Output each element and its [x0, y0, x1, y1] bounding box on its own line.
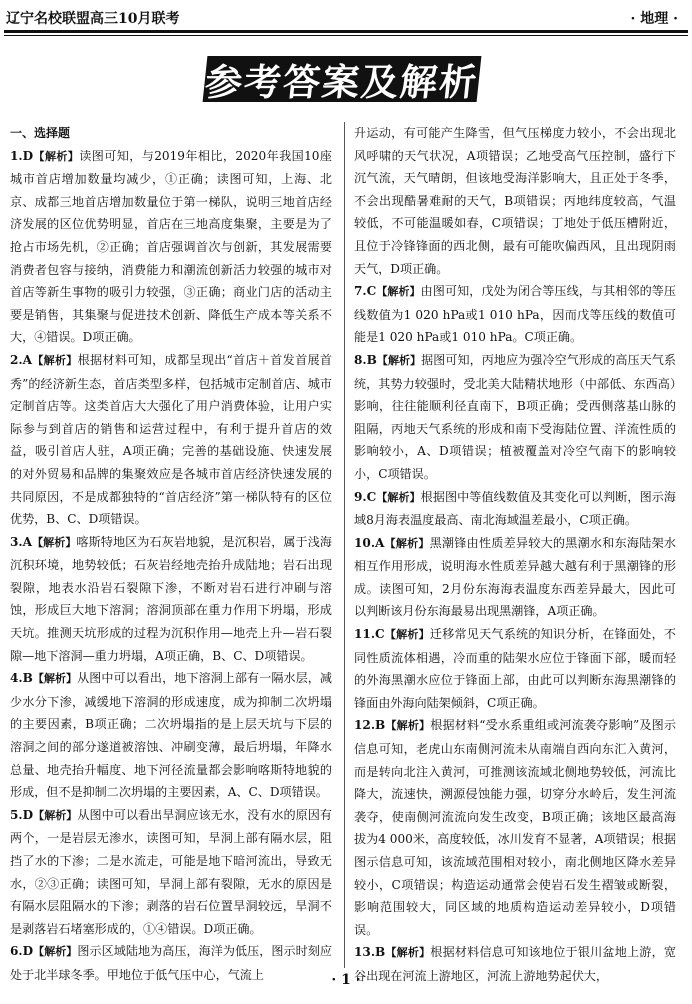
analysis-tag: 【解析】 — [385, 946, 431, 960]
analysis-tag: 【解析】 — [33, 945, 78, 959]
answer-text: 据图可知，丙地应为强冷空气形成的高压天气系统，其势力较强时，受北美大陆精状地形（中部低、东西高）影响，往往能顺利径直南下，B项正确；受西侧落基山脉的阻隔，丙地天气系统的形成和南下受海陆位置、洋流性质的影响较小，A、D项错误；植被覆盖对冷空气南下的影响较小，C项错误。 — [354, 352, 676, 481]
answer-item — [10, 531, 332, 668]
answer-text: 图示区域陆地为高压，海洋为低压，图示时刻应处于北半球冬季。甲地位于低气压中心，气流上 — [10, 944, 332, 982]
header-rule-thin — [4, 35, 688, 36]
analysis-tag: 【解析】 — [384, 628, 430, 642]
analysis-tag: 【解析】 — [376, 490, 421, 504]
question-number: 3.A — [10, 534, 33, 549]
answer-text: 根据材料信息可知该地位于银川盆地上游，宽谷出现在河流上游地区，河流上游地势起伏大， — [354, 945, 676, 983]
answer-text: 根据材料可知，成都呈现出“首店＋首发首展首秀”的经济新生态，首店类型多样，包括城市定制首店、城市定制首店等。这类首店大大强化了用户消费体验，让用户实际参与到首店的销售和运营过程中，有利于提升首店的效益，吸引首店人驻，A项正确；完善的基础设施、快速发展的对外贸易和品牌的集聚效应是各城市首店经济快速发展的共同原因，不是成都独特的“首店经济”第一梯队特有的区位优势，B、C、D项错误。 — [10, 352, 333, 527]
question-number: 12.B — [354, 718, 386, 733]
answer-text: 迁移常见天气系统的知识分析，在锋面处，不同性质流体相遇，冷而重的陆架水应位于锋面下部，暖而轻的外海黑潮水应位于锋面上部，由此可以判断东海黑潮锋的锋面由外海向陆架倾斜，C项正确。 — [354, 627, 676, 710]
question-number: 10.A — [354, 535, 385, 550]
column-divider — [344, 122, 345, 968]
question-number: 13.B — [354, 945, 386, 960]
question-number: 4.B — [10, 671, 33, 686]
header-rule-thick — [4, 30, 688, 33]
answer-item — [10, 349, 332, 531]
analysis-tag: 【解析】 — [33, 149, 80, 163]
analysis-tag: 【解析】 — [376, 353, 422, 367]
answer-item — [10, 804, 332, 941]
section-title: 一、选择题 — [10, 126, 71, 140]
answer-item — [354, 532, 676, 623]
answer-text: 升运动，有可能产生降雪，但气压梯度力较小，不会出现北风呼啸的天气状况，A项错误；乙地受高气压控制，盛行下沉气流，天气晴朗，但该地受海洋影响大，且正处于冬季，不会出现酷暑难耐的天气，B项错误；丙地纬度较高，气温较低，不可能温暖如春，C项错误；丁地处于低压槽附近，且位于冷锋锋面的西北侧，最有可能吹偏西风，且出现阴雨天气，D项正确。 — [354, 126, 676, 276]
analysis-tag: 【解析】 — [385, 719, 431, 733]
question-number: 1.D — [10, 148, 34, 163]
analysis-tag: 【解析】 — [384, 536, 430, 550]
answer-text: 根据材料“受水系重组或河流袭夺影响”及图示信息可知，老虎山东南侧河流未从南端自西向东汇入黄河，而是转向北注入黄河，可推测该流域北侧地势较低，河流比降大，流速快，溯源侵蚀能力强，切穿分水岭后，发生河流袭夺，使南侧河流流向发生改变，B项正确；该地区最高海拔为4 000米，高度较低，冰川发育不显著，A项错误；根据图示信息可知，该流域范围相对较小，南北侧地区降水差异较小，C项错误；构造运动通常会使岩石发生褶皱或断裂，影响范围较大，同区域的地质构造运动差异较小，D项错误。 — [354, 718, 676, 937]
analysis-tag: 【解析】 — [32, 535, 77, 549]
answer-item — [354, 349, 676, 486]
question-number: 2.A — [10, 352, 33, 367]
answer-text: 喀斯特地区为石灰岩地貌，是沉积岩，属于浅海沉积环境，地势较低；石灰岩经地壳抬升成陆地；岩石出现裂隙，地表水沿岩石裂隙下渗，不断对岩石进行冲刷与溶蚀，形成巨大地下溶洞；溶洞顶部在重力作用下坍塌，形成天坑。推测天坑形成的过程为沉积作用—地壳上升—岩石裂隙—地下溶洞—重力坍塌，A项正确，B、C、D项错误。 — [10, 534, 332, 663]
answer-item — [10, 145, 332, 349]
analysis-tag: 【解析】 — [32, 672, 78, 686]
answer-text: 读图可知，与2019年相比，2020年我国10座城市首店增加数量均减少，①正确；读图可知，上海、北京、成都三地首店增加数量位于第一梯队，说明三地首店经济发展的区位优势明显，首店在三地高度集聚，主要是为了抢占市场先机，②正确；首店强调首次与创新，其发展需要消费者包容与接纳，消费能力和潮流创新活力较强的城市对首店等新生事物的吸引力较强，③正确；商业门店的活动主要是销售，其集聚与促进技术创新、降低生产成本等关系不大，④错误。D项正确。 — [10, 148, 333, 345]
analysis-tag: 【解析】 — [376, 285, 421, 299]
question-number: 9.C — [354, 489, 377, 504]
answer-text: 由图可知，戊处为闭合等压线，与其相邻的等压线数值为1 020 hPa或1 010 hPa，因而戊等压线的数值可能是1 020 hPa或1 010 hPa。C项正确。 — [354, 284, 676, 345]
right-column — [354, 122, 676, 983]
question-number: 7.C — [354, 284, 377, 299]
analysis-tag: 【解析】 — [32, 353, 78, 367]
answer-item — [10, 667, 332, 804]
answer-text: 根据图中等值线数值及其变化可以判断，图示海域8月海表温度最高、南北海域温差最小，C项正确。 — [354, 489, 676, 528]
question-number: 8.B — [354, 352, 377, 367]
answer-item — [354, 714, 676, 941]
answer-item — [354, 623, 676, 714]
left-column — [10, 122, 333, 982]
answer-text: 从图中可以看出，地下溶洞上部有一隔水层，减少水分下渗，减缓地下溶洞的形成速度，成为抑制二次坍塌的主要因素，B项正确；二次坍塌指的是上层天坑与下层的溶洞之间的部分遂道被溶蚀、冲刷变薄，最后坍塌，年降水总量、地壳抬升幅度、地下河径流量都会影响喀斯特地貌的形成，但不是抑制二次坍塌的主要因素，A、C、D项错误。 — [10, 671, 332, 800]
analysis-tag: 【解析】 — [33, 808, 78, 822]
subject-label: · 地理 · — [630, 11, 678, 27]
question-number: 11.C — [354, 627, 385, 642]
answer-item — [354, 280, 676, 349]
answer-text: 从图中可以看出旱洞应该无水，没有水的原因有两个，一是岩层无渗水，读图可知，旱洞上部有隔水层，阻挡了水的下渗；二是水流走，可能是地下暗河流出，导致无水，②③正确；读图可知，旱洞上部有裂隙，无水的原因是有隔水层阻隔水的下渗；剥落的岩石位置旱洞较远，旱洞不是剥落岩石堵塞形成的，①④错误。D项正确。 — [10, 807, 332, 936]
answer-banner: 参考答案及解析 — [203, 56, 482, 102]
answer-text: 黑潮锋由性质差异较大的黑潮水和东海陆架水相互作用形成，说明海水性质差异越大越有利于黑潮锋的形成。读图可知，2月份东海海表温度东西差异最大，因此可以判断该月份东海最易出现黑潮锋，A项正确。 — [354, 535, 676, 619]
question-number: 6.D — [10, 944, 34, 959]
question-number: 5.D — [10, 807, 34, 822]
answer-item — [354, 486, 676, 532]
answer-item — [354, 122, 676, 280]
page-number: · 1 · — [331, 972, 361, 988]
exam-title: 辽宁名校联盟高三10月联考 — [6, 11, 180, 27]
